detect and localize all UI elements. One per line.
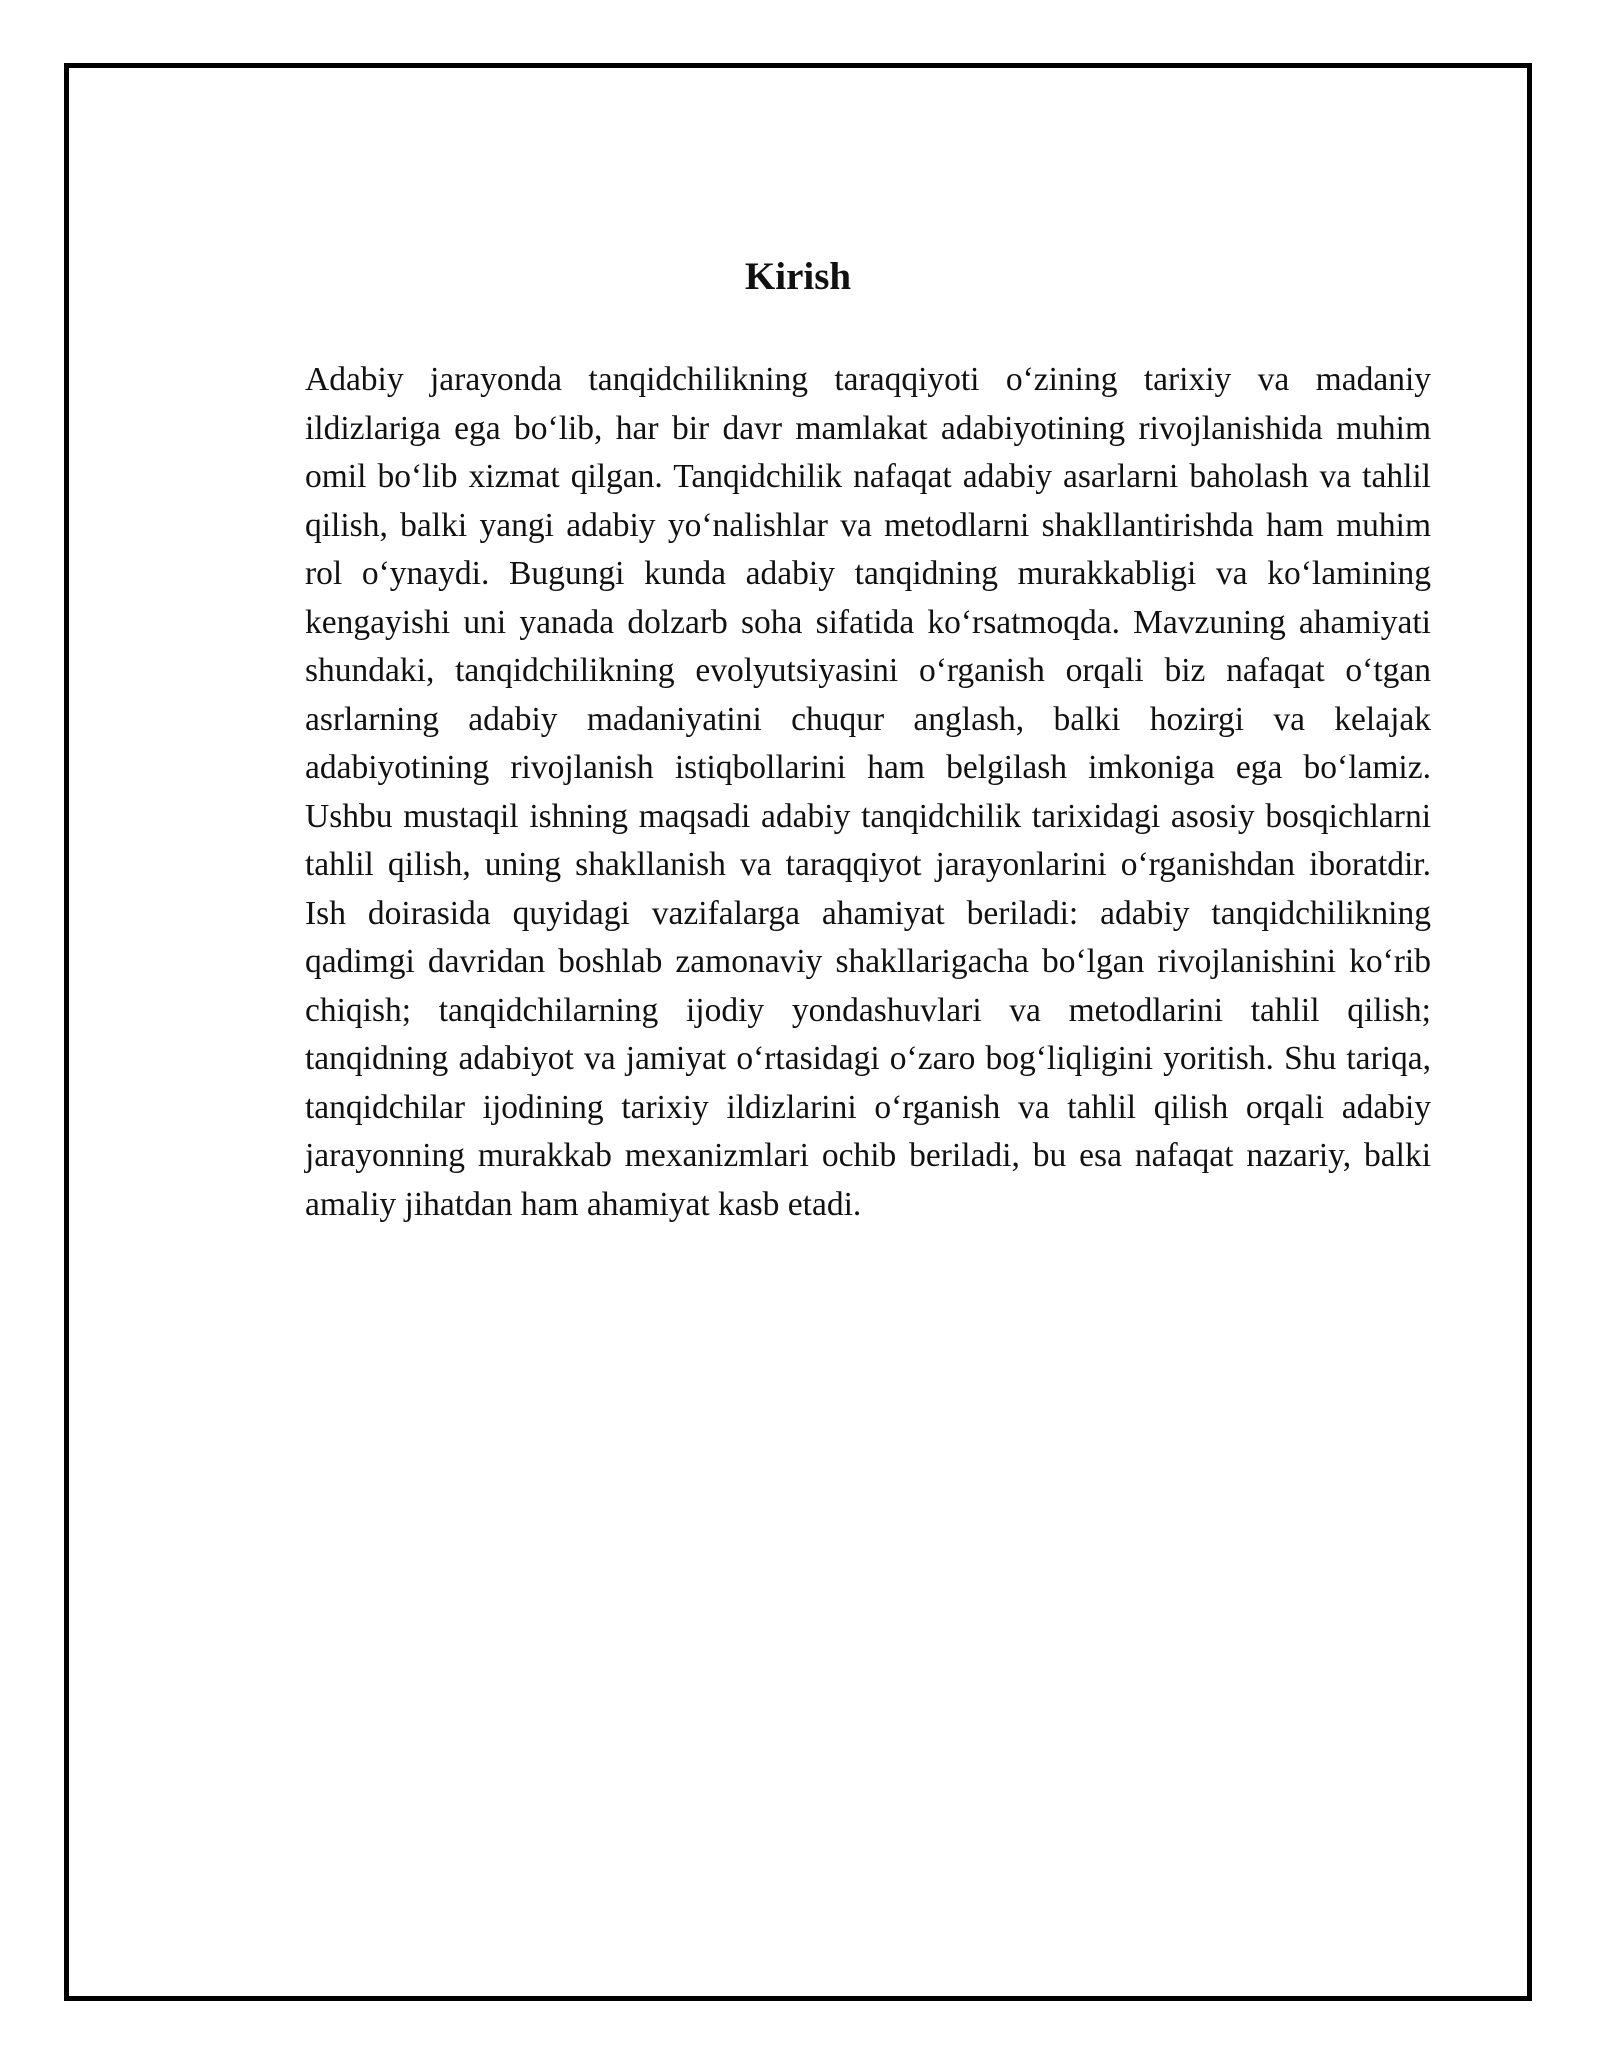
body-paragraph: Adabiy jarayonda tanqidchilikning taraqqiyoti o‘zining tarixiy va madaniy ildizlariga ega bo‘lib, har bir davr mamlakat adabiyotining rivojlanishida muhim omil bo‘lib xizmat qilgan. Tanqidchilik nafaqat adabiy asarlarni baholash va tahlil qilish, balki yangi adabiy yo‘nalishlar va metodlarni shakllantirishda ham muhim rol o‘ynaydi. Bugungi kunda adabiy tanqidning murakkabligi va ko‘lamining kengayishi uni yanada dolzarb soha sifatida ko‘rsatmoqda. Mavzuning ahamiyati shundaki, tanqidchilikning evolyutsiyasini o‘rganish orqali biz nafaqat o‘tgan asrlarning adabiy madaniyatini chuqur anglash, balki hozirgi va kelajak adabiyotining rivojlanish istiqbollarini ham belgilash imkoniga ega bo‘lamiz. Ushbu mustaqil ishning maqsadi adabiy tanqidchilik tarixidagi asosiy bosqichlarni tahlil qilish, uning shakllanish va taraqqiyot jarayonlarini o‘rganishdan iboratdir. Ish doirasida quyidagi vazifalarga ahamiyat beriladi: adabiy tanqidchilikning qadimgi davridan boshlab zamonaviy shakllarigacha bo‘lgan rivojlanishini ko‘rib chiqish; tanqidchilarning ijodiy yondashuvlari va metodlarini tahlil qilish; tanqidning adabiyot va jamiyat o‘rtasidagi o‘zaro bog‘liqligini yoritish. Shu tariqa, tanqidchilar ijodining tarixiy ildizlarini o‘rganish va tahlil qilish orqali adabiy jarayonning murakkab mexanizmlari ochib beriladi, bu esa nafaqat nazariy, balki amaliy jihatdan ham ahamiyat kasb etadi.: [305, 361, 1431, 1223]
page-border: [64, 63, 1532, 2001]
page-title: Kirish: [744, 255, 852, 298]
